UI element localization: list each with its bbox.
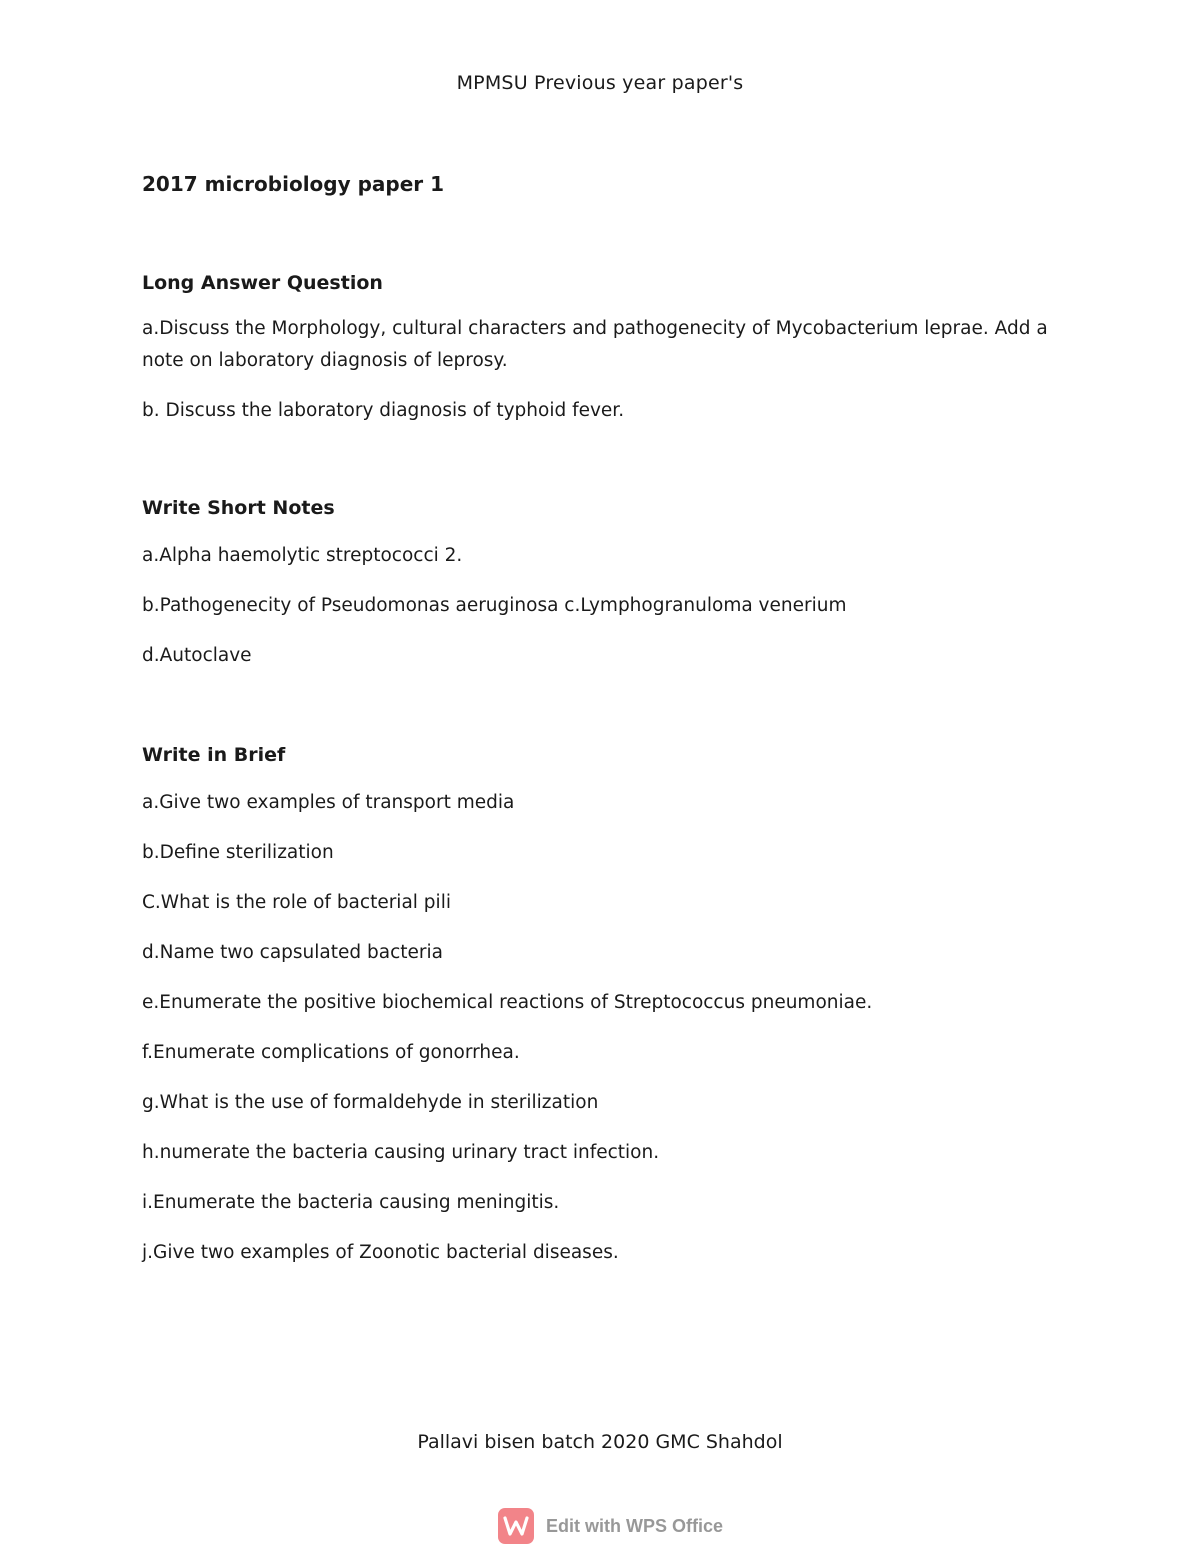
- question-item: b.Define sterilization: [142, 842, 334, 863]
- question-item: f.Enumerate complications of gonorrhea.: [142, 1042, 520, 1063]
- question-item: d.Autoclave: [142, 645, 252, 666]
- section-long-answer: [142, 268, 1062, 427]
- section-title: Long Answer Question: [142, 272, 383, 294]
- question-item: i.Enumerate the bacteria causing meningitis.: [142, 1192, 560, 1213]
- section-title: Write in Brief: [142, 744, 286, 766]
- question-item: d.Name two capsulated bacteria: [142, 942, 443, 963]
- question-item: b.Pathogenecity of Pseudomonas aeruginosa c.Lymphogranuloma venerium: [142, 595, 847, 616]
- wps-logo-glyph: [503, 1515, 529, 1537]
- wps-watermark-label: Edit with WPS Office: [546, 1515, 724, 1536]
- section-title: Write Short Notes: [142, 497, 335, 519]
- section-short-notes: [142, 493, 1062, 672]
- question-item: C.What is the role of bacterial pili: [142, 892, 451, 913]
- question-item: g.What is the use of formaldehyde in sterilization: [142, 1092, 599, 1113]
- question-item: j.Give two examples of Zoonotic bacterial diseases.: [142, 1242, 619, 1263]
- section-write-in-brief: [142, 740, 1062, 1269]
- question-item: a.Alpha haemolytic streptococci 2.: [142, 545, 463, 566]
- wps-logo-icon: [498, 1508, 534, 1544]
- question-item: e.Enumerate the positive biochemical reactions of Streptococcus pneumoniae.: [142, 992, 873, 1013]
- question-item: b. Discuss the laboratory diagnosis of typhoid fever.: [142, 400, 625, 421]
- question-item: a.Give two examples of transport media: [142, 792, 515, 813]
- page-footer: Pallavi bisen batch 2020 GMC Shahdol: [417, 1431, 783, 1453]
- page-header: MPMSU Previous year paper's: [456, 72, 744, 94]
- wps-watermark[interactable]: [498, 1508, 723, 1544]
- question-item: a.Discuss the Morphology, cultural characters and pathogenecity of Mycobacterium leprae. Add a note on laboratory diagnosis of leprosy.: [142, 318, 1048, 371]
- paper-title: 2017 microbiology paper 1: [142, 172, 445, 196]
- document-body: [142, 168, 1062, 1269]
- question-item: h.numerate the bacteria causing urinary tract infection.: [142, 1142, 660, 1163]
